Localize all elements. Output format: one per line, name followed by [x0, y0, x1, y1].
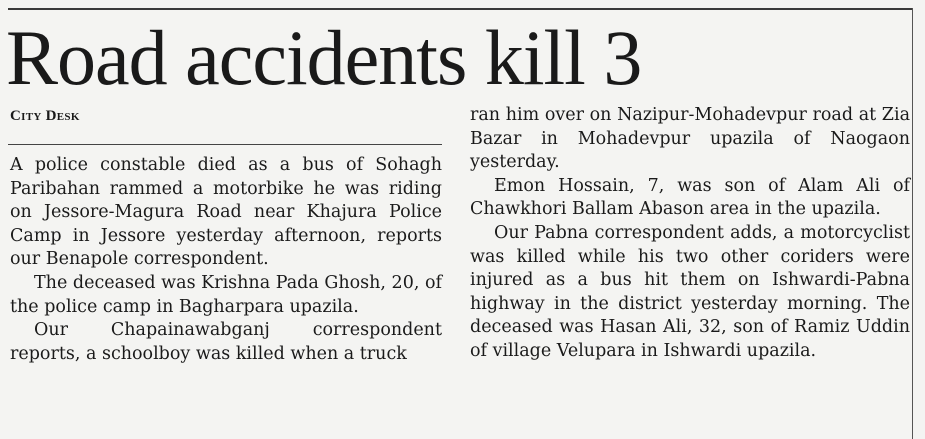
column-right-rule — [912, 8, 913, 439]
paragraph-2: The deceased was Krishna Pada Ghosh, 20, of the police camp in Bagharpara upazila. — [10, 272, 442, 317]
paragraph-4: Emon Hossain, 7, was son of Alam Ali of Chawkhori Ballam Abason area in the upazila. — [470, 175, 910, 220]
paragraph-3: Our Chapainawabganj correspondent reports, a schoolboy was killed when a truck — [10, 320, 442, 364]
paragraph-3-continued: ran him over on Nazipur-Mohadevpur road at Zia Bazar in Mohadevpur upazila of Naogaon yesterday. — [470, 105, 910, 173]
byline: City Desk — [10, 108, 80, 124]
paragraph-5: Our Pabna correspondent adds, a motorcyclist was killed while his two other coriders were injured as a bus hit them on Ishwardi-Pabna highway in the district yesterday morning. The deceased was Hasan Ali, 32, son of Ramiz Uddin of village Velupara in Ishwardi upazila. — [470, 222, 910, 361]
article-column-left — [10, 154, 442, 366]
byline-divider — [8, 144, 442, 145]
headline: Road accidents kill 3 — [6, 14, 642, 101]
paragraph-1: A police constable died as a bus of Sohagh Paribahan rammed a motorbike he was riding on Jessore-Magura Road near Khajura Police Camp in Jessore yesterday afternoon, reports our Benapole correspondent. — [10, 155, 442, 270]
top-rule — [8, 8, 913, 10]
article-column-right — [470, 104, 910, 364]
